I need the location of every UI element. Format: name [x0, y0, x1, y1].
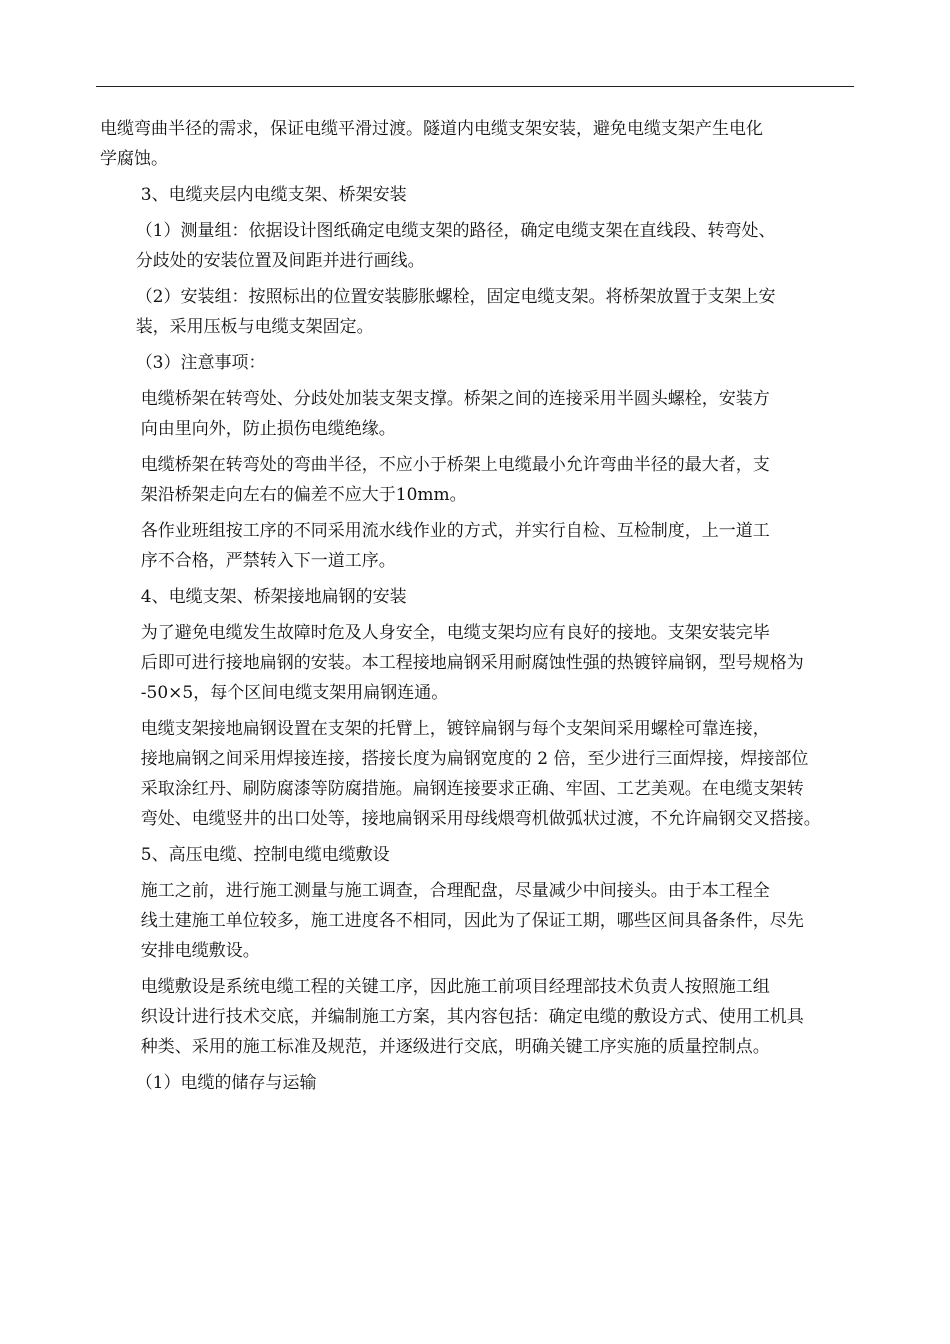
text-line: 电缆桥架在转弯处的弯曲半径，不应小于桥架上电缆最小允许弯曲半径的最大者，支: [140, 455, 770, 475]
text-line: 为了避免电缆发生故障时危及人身安全，电缆支架均应有良好的接地。支架安装完毕: [140, 623, 770, 643]
section-heading: [100, 840, 854, 870]
text-line: 向由里向外，防止损伤电缆绝缘。: [140, 419, 396, 439]
paragraph: [100, 348, 854, 378]
text-line: 种类、采用的施工标准及规范，并逐级进行交底，明确关键工序实施的质量控制点。: [140, 1037, 770, 1057]
text-line: 3、电缆夹层内电缆支架、桥架安装: [140, 185, 407, 205]
paragraph: [100, 450, 854, 510]
text-line: 电缆敷设是系统电缆工程的关键工序，因此施工前项目经理部技术负责人按照施工组: [140, 977, 770, 997]
text-line: （1）电缆的储存与运输: [135, 1073, 317, 1093]
text-line: 接地扁钢之间采用焊接连接，搭接长度为扁钢宽度的 2 倍，至少进行三面焊接，焊接部位: [140, 749, 809, 769]
paragraph: [100, 114, 854, 174]
paragraph: [100, 876, 854, 966]
paragraph: [100, 618, 854, 708]
text-line: （2）安装组：按照标出的位置安装膨胀螺栓，固定电缆支架。将桥架放置于支架上安: [135, 287, 776, 307]
text-line: 电缆弯曲半径的需求，保证电缆平滑过渡。隧道内电缆支架安装，避免电缆支架产生电化: [100, 119, 763, 139]
paragraph: [100, 384, 854, 444]
paragraph: [100, 516, 854, 576]
text-line: 电缆桥架在转弯处、分歧处加装支架支撑。桥架之间的连接采用半圆头螺栓，安装方: [140, 389, 770, 409]
section-heading: [100, 180, 854, 210]
text-line: 安排电缆敷设。: [140, 941, 260, 961]
text-line: （1）测量组：依据设计图纸确定电缆支架的路径，确定电缆支架在直线段、转弯处、: [135, 221, 776, 241]
text-line: 电缆支架接地扁钢设置在支架的托臂上，镀锌扁钢与每个支架间采用螺栓可靠连接，: [140, 719, 770, 739]
paragraph: [100, 282, 854, 342]
paragraph: [100, 714, 854, 834]
text-line: 序不合格，严禁转入下一道工序。: [140, 551, 396, 571]
text-line: 5、高压电缆、控制电缆电缆敷设: [140, 845, 390, 865]
paragraph: [100, 972, 854, 1062]
text-line: 织设计进行技术交底，并编制施工方案，其内容包括：确定电缆的敷设方式、使用工机具: [140, 1007, 804, 1027]
text-line: 4、电缆支架、桥架接地扁钢的安装: [140, 587, 407, 607]
section-heading: [100, 582, 854, 612]
text-line: 分歧处的安装位置及间距并进行画线。: [135, 251, 425, 271]
text-line: 后即可进行接地扁钢的安装。本工程接地扁钢采用耐腐蚀性强的热镀锌扁钢，型号规格为: [140, 653, 804, 673]
text-line: 各作业班组按工序的不同采用流水线作业的方式，并实行自检、互检制度，上一道工: [140, 521, 770, 541]
text-line: （3）注意事项：: [135, 353, 266, 373]
text-line: 施工之前，进行施工测量与施工调查，合理配盘，尽量减少中间接头。由于本工程全: [140, 881, 770, 901]
paragraph: [100, 1068, 854, 1098]
document-body: [100, 114, 854, 1098]
text-line: 采取涂红丹、刷防腐漆等防腐措施。扁钢连接要求正确、牢固、工艺美观。在电缆支架转: [140, 779, 804, 799]
text-line: 架沿桥架走向左右的偏差不应大于10mm。: [140, 485, 467, 505]
text-line: 弯处、电缆竖井的出口处等，接地扁钢采用母线煨弯机做弧状过渡，不允许扁钢交叉搭接。: [140, 809, 821, 829]
text-line: 装，采用压板与电缆支架固定。: [135, 317, 374, 337]
text-line: 线土建施工单位较多，施工进度各不相同，因此为了保证工期，哪些区间具备条件，尽先: [140, 911, 804, 931]
header-rule: [96, 86, 854, 87]
text-line: -50×5，每个区间电缆支架用扁钢连通。: [140, 683, 449, 703]
text-line: 学腐蚀。: [100, 149, 168, 169]
paragraph: [100, 216, 854, 276]
